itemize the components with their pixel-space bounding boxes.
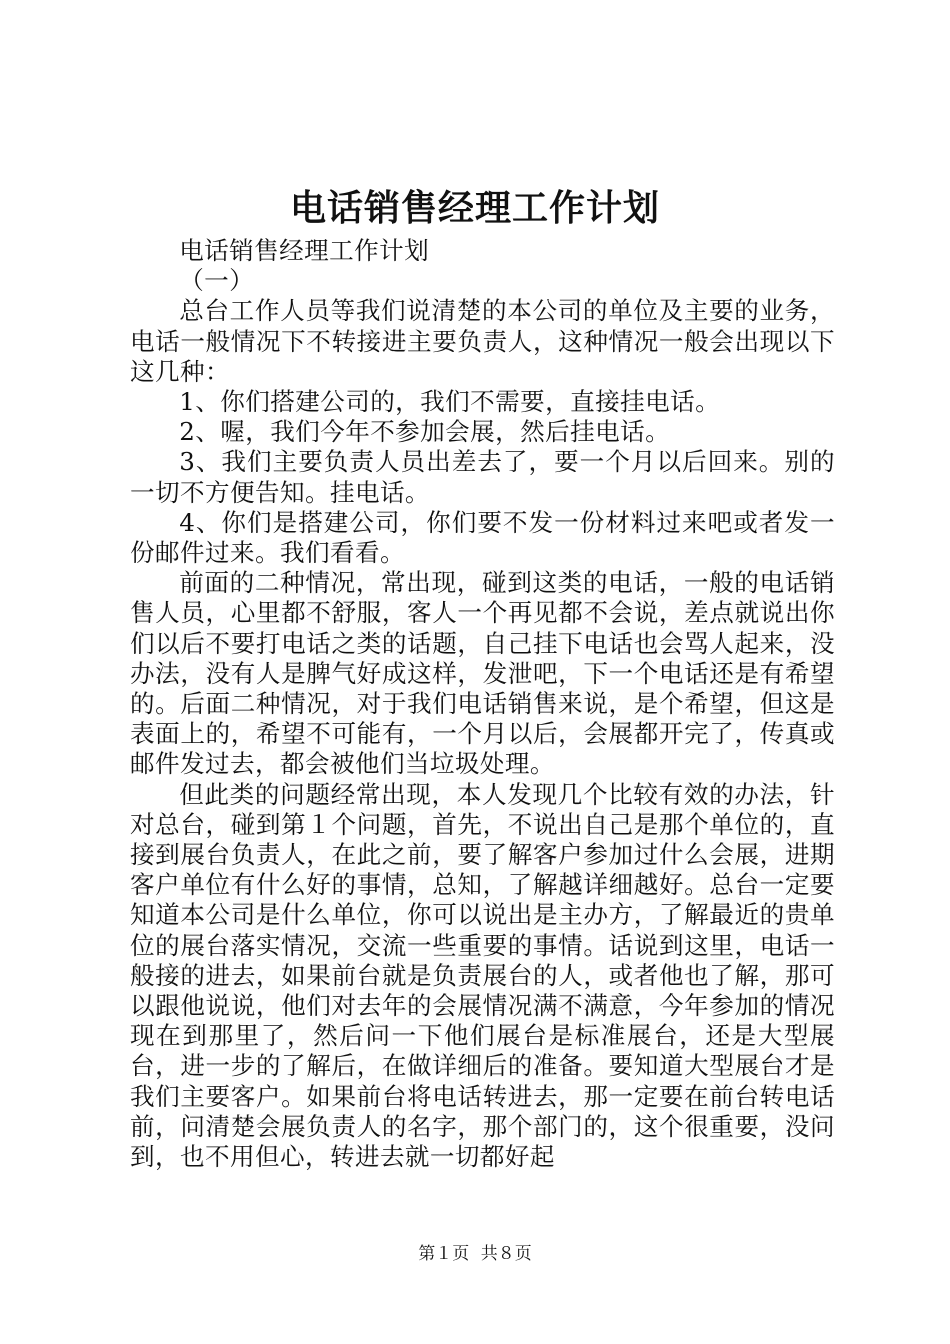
list-item-4: 4、你们是搭建公司，你们要不发一份材料过来吧或者发一份邮件过来。我们看看。 [130, 507, 835, 568]
paragraph-subtitle: 电话销售经理工作计划 [179, 236, 430, 265]
page-total: 共８页 [480, 1244, 532, 1264]
page-number: 第１页 [418, 1244, 470, 1264]
page-footer [0, 1243, 950, 1265]
paragraph-analysis: 前面的二种情况，常出现，碰到这类的电话，一般的电话销售人员，心里都不舒服，客人一个再见都不会说，差点就说出你们以后不要打电话之类的话题，自己挂下电话也会骂人起来，没办法，没有人是脾气好成这样，发泄吧，下一个电话还是有希望的。后面二种情况，对于我们电话销售来说，是个希望，但这是表面上的，希望不可能有，一个月以后，会展都开完了，传真或邮件发过去，都会被他们当垃圾处理。 [130, 568, 835, 779]
list-item-2: 2、喔，我们今年不参加会展，然后挂电话。 [179, 417, 671, 447]
paragraph-intro: 总台工作人员等我们说清楚的本公司的单位及主要的业务，电话一般情况下不转接进主要负责人，这种情况一般会出现以下这几种： [130, 296, 835, 386]
list-item-1: 1、你们搭建公司的，我们不需要，直接挂电话。 [179, 387, 721, 417]
paragraph-section-marker: （一） [179, 266, 255, 296]
document-body [130, 236, 835, 1172]
list-item-3: 3、我们主要负责人员出差去了，要一个月以后回来。别的一切不方便告知。挂电话。 [130, 447, 835, 507]
paragraph-solutions: 但此类的问题经常出现，本人发现几个比较有效的办法，针对总台，碰到第１个问题，首先，不说出自己是那个单位的，直接到展台负责人，在此之前，要了解客户参加过什么会展，进期客户单位有什么好的事情，总知，了解越详细越好。总台一定要知道本公司是什么单位，你可以说出是主办方，了解最近的贵单位的展台落实情况，交流一些重要的事情。话说到这里，电话一般接的进去，如果前台就是负责展台的人，或者他也了解，那可以跟他说说，他们对去年的会展情况满不满意，今年参加的情况现在到那里了，然后问一下他们展台是标准展台，还是大型展台，进一步的了解后，在做详细后的准备。要知道大型展台才是我们主要客户。如果前台将电话转进去，那一定要在前台转电话前，问清楚会展负责人的名字，那个部门的，这个很重要，没问到，也不用但心，转进去就一切都好起 [130, 779, 835, 1172]
document-title: 电话销售经理工作计划 [289, 187, 660, 229]
